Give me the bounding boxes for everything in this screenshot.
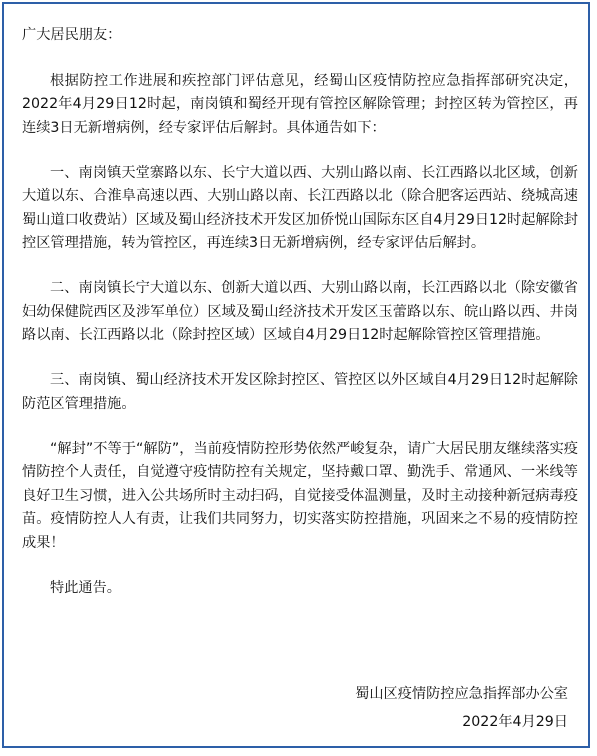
- closing-line: 特此通告。: [50, 579, 121, 596]
- signature-block: [355, 680, 568, 736]
- issue-date: 2022年4月29日: [462, 714, 568, 730]
- notice-frame: [2, 2, 590, 748]
- item-one-paragraph: 一、南岗镇天堂寨路以东、长宁大道以西、大别山路以南、长江西路以北区域，创新大道以东、合淮阜高速以西、大别山路以南、长江西路以北（除合肥客运西站、绕城高速蜀山道口收费站）区域及蜀山经济技术开发区加侨悦山国际东区自4月29日12时起解除封控区管理措施，转为管控区，再连续3日无新增病例，经专家评估后解封。: [22, 164, 578, 251]
- intro-paragraph: 根据防控工作进展和疾控部门评估意见，经蜀山区疫情防控应急指挥部研究决定，2022年4月29日12时起，南岗镇和蜀经开现有管控区解除管理；封控区转为管控区，再连续3日无新增病例，经专家评估后解封。具体通告如下：: [22, 72, 578, 136]
- reminder-paragraph: “解封”不等于“解防”，当前疫情防控形势依然严峻复杂，请广大居民朋友继续落实疫情防控个人责任，自觉遵守疫情防控有关规定，坚持戴口罩、勤洗手、常通风、一米线等良好卫生习惯，进入公共场所时主动扫码，自觉接受体温测量，及时主动接种新冠病毒疫苗。疫情防控人人有责，让我们共同努力，切实落实防控措施，巩固来之不易的疫情防控成果！: [22, 440, 578, 551]
- issuer-name: 蜀山区疫情防控应急指挥部办公室: [355, 686, 568, 702]
- greeting: 广大居民朋友：: [22, 27, 122, 43]
- item-two-paragraph: 二、南岗镇长宁大道以东、创新大道以西、大别山路以南，长江西路以北（除安徽省妇幼保健院西区及涉军单位）区域及蜀山经济技术开发区玉蕾路以东、皖山路以西、井岗路以南、长江西路以北（除封控区域）区域自4月29日12时起解除管控区管理措施。: [22, 280, 578, 343]
- item-three-paragraph: 三、南岗镇、蜀山经济技术开发区除封控区、管控区以外区域自4月29日12时起解除防范区管理措施。: [22, 372, 578, 412]
- notice-body: [22, 24, 578, 600]
